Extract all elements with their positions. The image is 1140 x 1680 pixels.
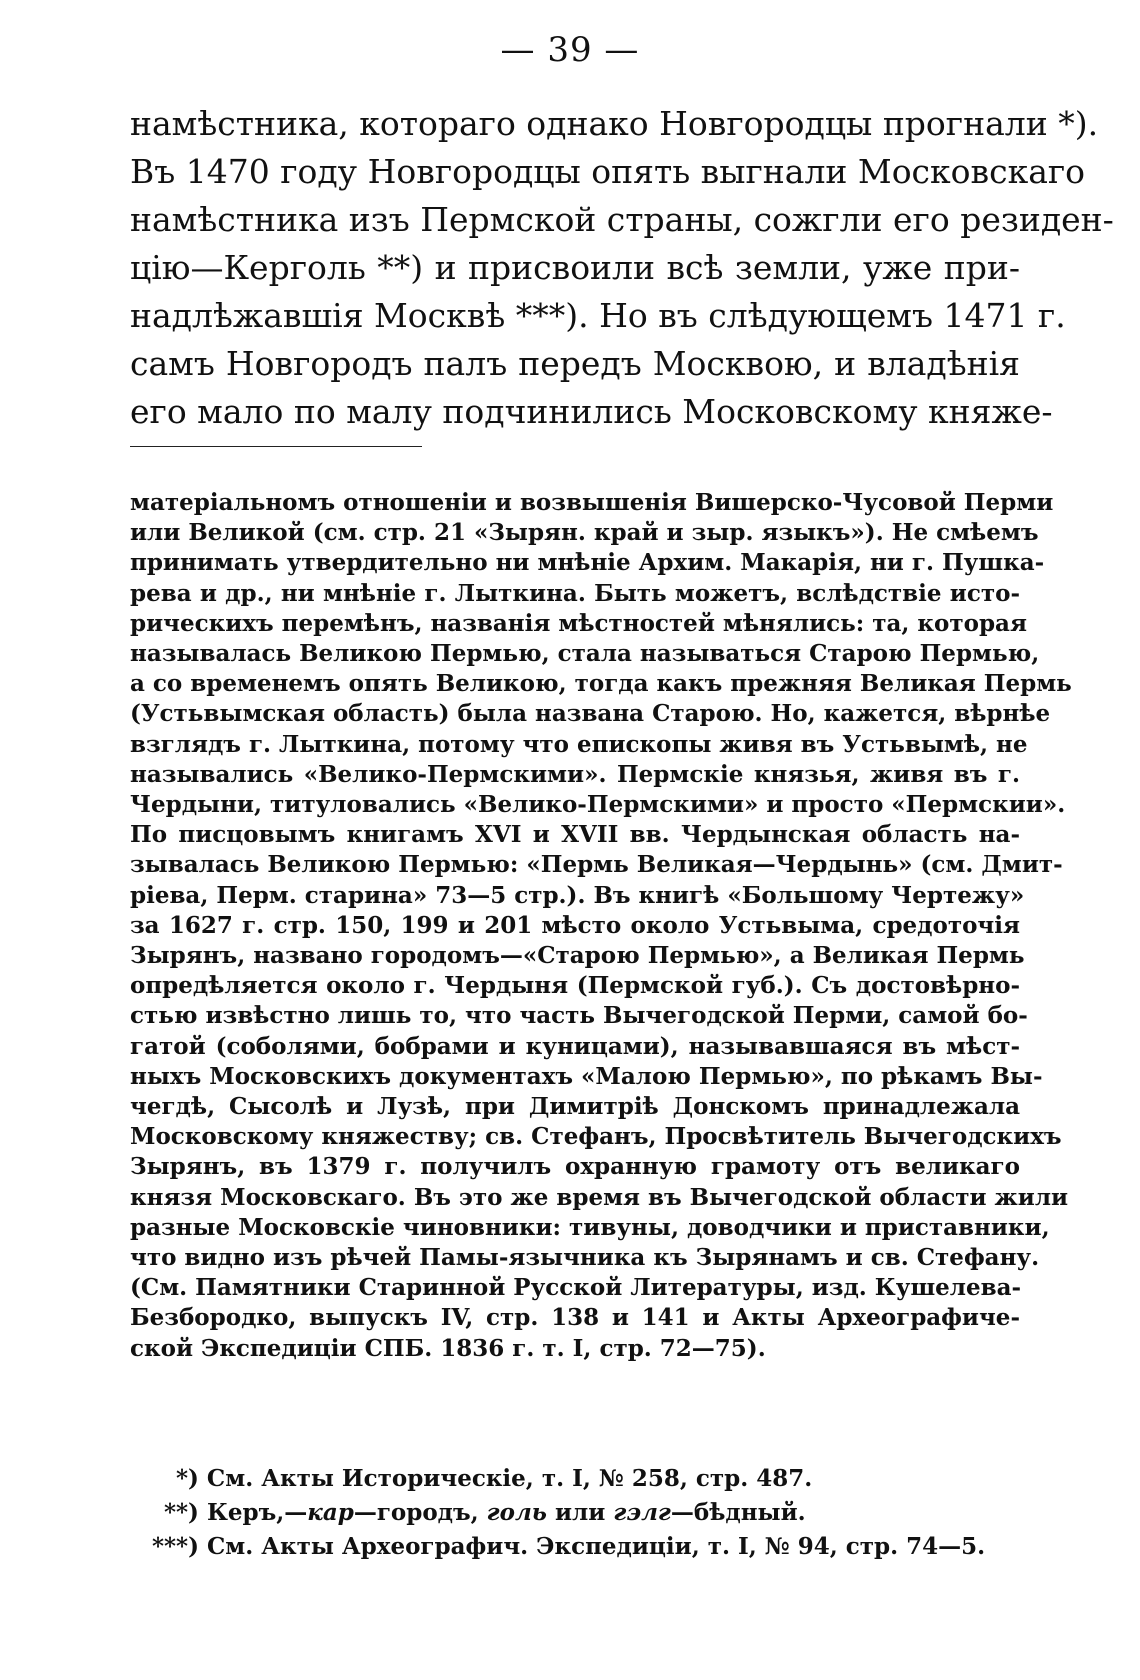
- note-line: Безбородко, выпускъ IV, стр. 138 и 141 и Акты Археографиче-: [130, 1304, 1020, 1332]
- footnote-text: См. Акты Археографич. Экспедиціи, т. I, № 94, стр. 74—5.: [198, 1533, 986, 1560]
- note-line: рева и др., ни мнѣніе г. Лыткина. Быть можетъ, вслѣдствіе исто-: [130, 579, 1020, 607]
- footnote-italic: голь: [486, 1499, 547, 1526]
- text-line: цію—Керголь **) и присвоили всѣ земли, уже при-: [130, 248, 1020, 287]
- footnote-italic: гэлг: [613, 1499, 671, 1526]
- footnote-mark: ***): [152, 1533, 199, 1560]
- note-line: разные Московскіе чиновники: тивуны, доводчики и приставники,: [130, 1213, 1050, 1241]
- footnote-separator: [130, 446, 422, 447]
- note-line: ской Экспедиціи СПБ. 1836 г. т. I, стр. 72—75).: [130, 1334, 766, 1362]
- note-line: матеріальномъ отношеніи и возвышенія Вишерско-Чусовой Перми: [130, 489, 1054, 516]
- note-line: стью извѣстно лишь то, что часть Вычегодской Перми, самой бо-: [130, 1002, 1028, 1030]
- footnote-mark: *): [176, 1465, 199, 1492]
- footnote-mark: **): [164, 1499, 199, 1526]
- footnote-1: [130, 1462, 1020, 1496]
- note-line: назывались «Велико-Пермскими». Пермскіе князья, живя въ г.: [130, 760, 1020, 788]
- note-line: чегдѣ, Сысолѣ и Лузѣ, при Димитріѣ Донскомъ принадлежала: [130, 1093, 1020, 1121]
- note-line: взглядъ г. Лыткина, потому что епископы живя въ Устьвымѣ, не: [130, 730, 1028, 758]
- text-line: намѣстника, котораго однако Новгородцы прогнали *).: [130, 104, 1099, 143]
- note-line: ныхъ Московскихъ документахъ «Малою Пермью», по рѣкамъ Вы-: [130, 1062, 1043, 1090]
- note-line: гатой (соболями, бобрами и куницами), называвшаяся въ мѣст-: [130, 1032, 1020, 1060]
- note-line: за 1627 г. стр. 150, 199 и 201 мѣсто около Устьвыма, средоточія: [130, 911, 1020, 939]
- note-line: (См. Памятники Старинной Русской Литературы, изд. Кушелева-: [130, 1274, 1022, 1302]
- note-line: что видно изъ рѣчей Памы-язычника къ Зырянамъ и св. Стефану.: [130, 1244, 1040, 1272]
- note-line: называлась Великою Пермью, стала называться Старою Пермью,: [130, 640, 1040, 668]
- continued-footnote: [130, 488, 1072, 1364]
- footnote-text: —бѣдный.: [670, 1499, 806, 1526]
- note-line: (Устьвымская область) была названа Старою. Но, кажется, вѣрнѣе: [130, 700, 1051, 728]
- note-line: Зырянъ, въ 1379 г. получилъ охранную грамоту отъ великаго: [130, 1153, 1020, 1181]
- footnote-italic: кар: [307, 1499, 354, 1526]
- note-line: Московскому княжеству; св. Стефанъ, Просвѣтитель Вычегодскихъ: [130, 1123, 1062, 1151]
- footnote-text: Керъ,—: [198, 1499, 308, 1526]
- footnote-2: [130, 1496, 1020, 1530]
- note-line: зывалась Великою Пермью: «Пермь Великая—Чердынь» (см. Дмит-: [130, 851, 1063, 879]
- note-line: По писцовымъ книгамъ XVI и XVII вв. Чердынская область на-: [130, 821, 1020, 849]
- note-line: Чердыни, титуловались «Велико-Пермскими» и просто «Пермскии».: [130, 791, 1066, 819]
- note-line: Зырянъ, названо городомъ—«Старою Пермью», а Великая Пермь: [130, 942, 1025, 970]
- text-line: его мало по малу подчинились Московскому княже-: [130, 392, 1053, 431]
- footnote-text: или: [546, 1499, 614, 1526]
- note-line: а со временемъ опять Великою, тогда какъ прежняя Великая Пермь: [130, 670, 1072, 698]
- text-line: Въ 1470 году Новгородцы опять выгнали Московскаго: [130, 152, 1086, 191]
- note-line: ріева, Перм. старина» 73—5 стр.). Въ книгѣ «Большому Чертежу»: [130, 881, 1025, 909]
- page-number: — 39 —: [500, 30, 640, 70]
- footnotes: [130, 1462, 1020, 1564]
- note-line: князя Московскаго. Въ это же время въ Вычегодской области жили: [130, 1183, 1069, 1211]
- note-line: или Великой (см. стр. 21 «Зырян. край и зыр. языкъ»). Не смѣемъ: [130, 519, 1039, 547]
- text-line: надлѣжавшія Москвѣ ***). Но въ слѣдующемъ 1471 г.: [130, 296, 1066, 335]
- text-line: намѣстника изъ Пермской страны, сожгли его резиден-: [130, 200, 1114, 239]
- text-line: самъ Новгородъ палъ передъ Москвою, и владѣнія: [130, 344, 1020, 383]
- note-line: рическихъ перемѣнъ, названія мѣстностей мѣнялись: та, которая: [130, 609, 1027, 637]
- note-line: опредѣляется около г. Чердыня (Пермской губ.). Съ достовѣрно-: [130, 972, 1020, 1000]
- footnote-3: [130, 1530, 1020, 1564]
- main-text: [130, 100, 1114, 436]
- footnote-text: —городъ,: [353, 1499, 487, 1526]
- note-line: принимать утвердительно ни мнѣніе Архим. Макарія, ни г. Пушка-: [130, 549, 1045, 577]
- footnote-text: См. Акты Историческіе, т. I, № 258, стр. 487.: [198, 1465, 813, 1492]
